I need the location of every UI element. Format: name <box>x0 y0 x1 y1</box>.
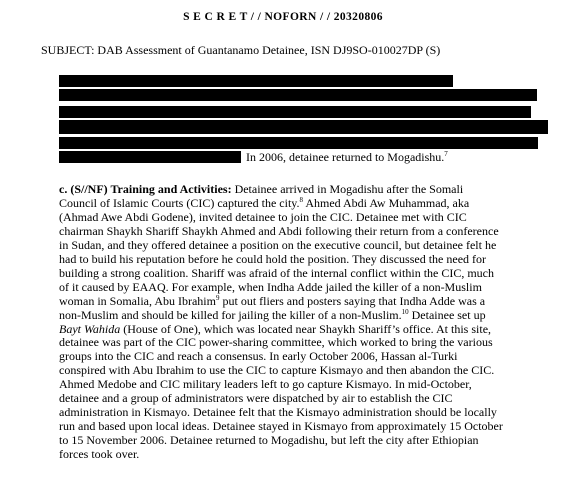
paragraph-line: Bayt Wahida (House of One), which was located near Shaykh Shariff’s office. At this site, <box>59 321 492 336</box>
redaction-bar <box>59 75 453 87</box>
footnote-marker: 7 <box>444 150 448 158</box>
section-label: c. <box>59 182 68 196</box>
paragraph-line: detainee and a group of administrators were dispatched by air to establish the CIC <box>59 391 453 406</box>
paragraph-line: to 15 November 2006. Detainee returned to Mogadishu, but left the city after Ethiopian <box>59 433 479 448</box>
paragraph-line: non-Muslim and should be killed for jailing the killer of a non-Muslim.$^{10}$ Detainee set up <box>59 307 486 322</box>
paragraph-line: of it caused by EAAQ. For example, when Indha Adde jailed the killer of a non-Muslim <box>59 279 482 294</box>
footnote-marker: 10 <box>401 307 409 316</box>
paragraph-line: conspired with Abu Ibrahim to use the CIC to capture Kismayo and then abandon the CIC. <box>59 363 495 378</box>
redaction-bar <box>59 89 537 101</box>
paragraph-line: Ahmed Medobe and CIC military leaders left to go capture Kismayo. In mid-October, <box>59 377 472 392</box>
paragraph-line: detainee was part of the CIC power-sharing committee, which worked to bring the various <box>59 335 493 350</box>
paragraph-line: groups into the CIC and reach a consensus. In early October 2006, Hassan al-Turki <box>59 349 458 364</box>
paragraph-line: run and based upon local ideas. Detainee stayed in Kismayo from approximately 15 October <box>59 419 503 434</box>
section-c-paragraph <box>59 183 559 462</box>
paragraph-line: building a strong coalition. Shariff was afraid of the internal conflict within the CIC, much <box>59 265 495 280</box>
redaction-bar <box>59 120 548 134</box>
redaction-bar <box>59 106 531 118</box>
paragraph-line: in Sudan, and they offered detainee a position on the executive council, but detainee felt he <box>59 237 497 252</box>
paragraph-line: forces took over. <box>59 447 140 462</box>
redaction-bar <box>59 151 241 163</box>
paragraph-line: woman in Somalia, Abu Ibrahim$^9$ put out fliers and posters saying that Indha Adde was a <box>59 293 486 308</box>
paragraph-line: administration in Kismayo. Detainee felt that the Kismayo administration should be locally <box>59 405 497 420</box>
tail-text: In 2006, detainee returned to Mogadishu. <box>246 150 445 164</box>
footnote-marker: 8 <box>299 195 303 204</box>
footnote-marker: 9 <box>215 293 220 302</box>
subject-line: SUBJECT: DAB Assessment of Guantanamo Detainee, ISN DJ9SO-010027DP (S) <box>41 43 441 57</box>
redaction-bar <box>59 137 538 149</box>
paragraph-line <box>59 183 559 197</box>
section-heading: (S//NF) Training and Activities: <box>70 182 232 196</box>
redacted-paragraph-tail <box>246 150 448 165</box>
paragraph-line: Council of Islamic Courts (CIC) captured the city.$^8$ Ahmed Abdi Aw Muhammad, aka <box>59 195 470 210</box>
paragraph-line: (Ahmad Awe Abdi Godene), invited detainee to join the CIC. Detainee met with CIC <box>59 209 467 224</box>
paragraph-line: had to build his reputation before he could hold the position. They discussed the need for <box>59 251 487 266</box>
classification-header: S E C R E T / / NOFORN / / 20320806 <box>183 11 383 23</box>
paragraph-line: chairman Shaykh Shariff Shaykh Ahmed and Abdi following their return from a conference <box>59 223 499 238</box>
line-text: Detainee arrived in Mogadishu after the Somali <box>234 182 464 196</box>
italic-term: Bayt Wahida <box>59 321 121 336</box>
